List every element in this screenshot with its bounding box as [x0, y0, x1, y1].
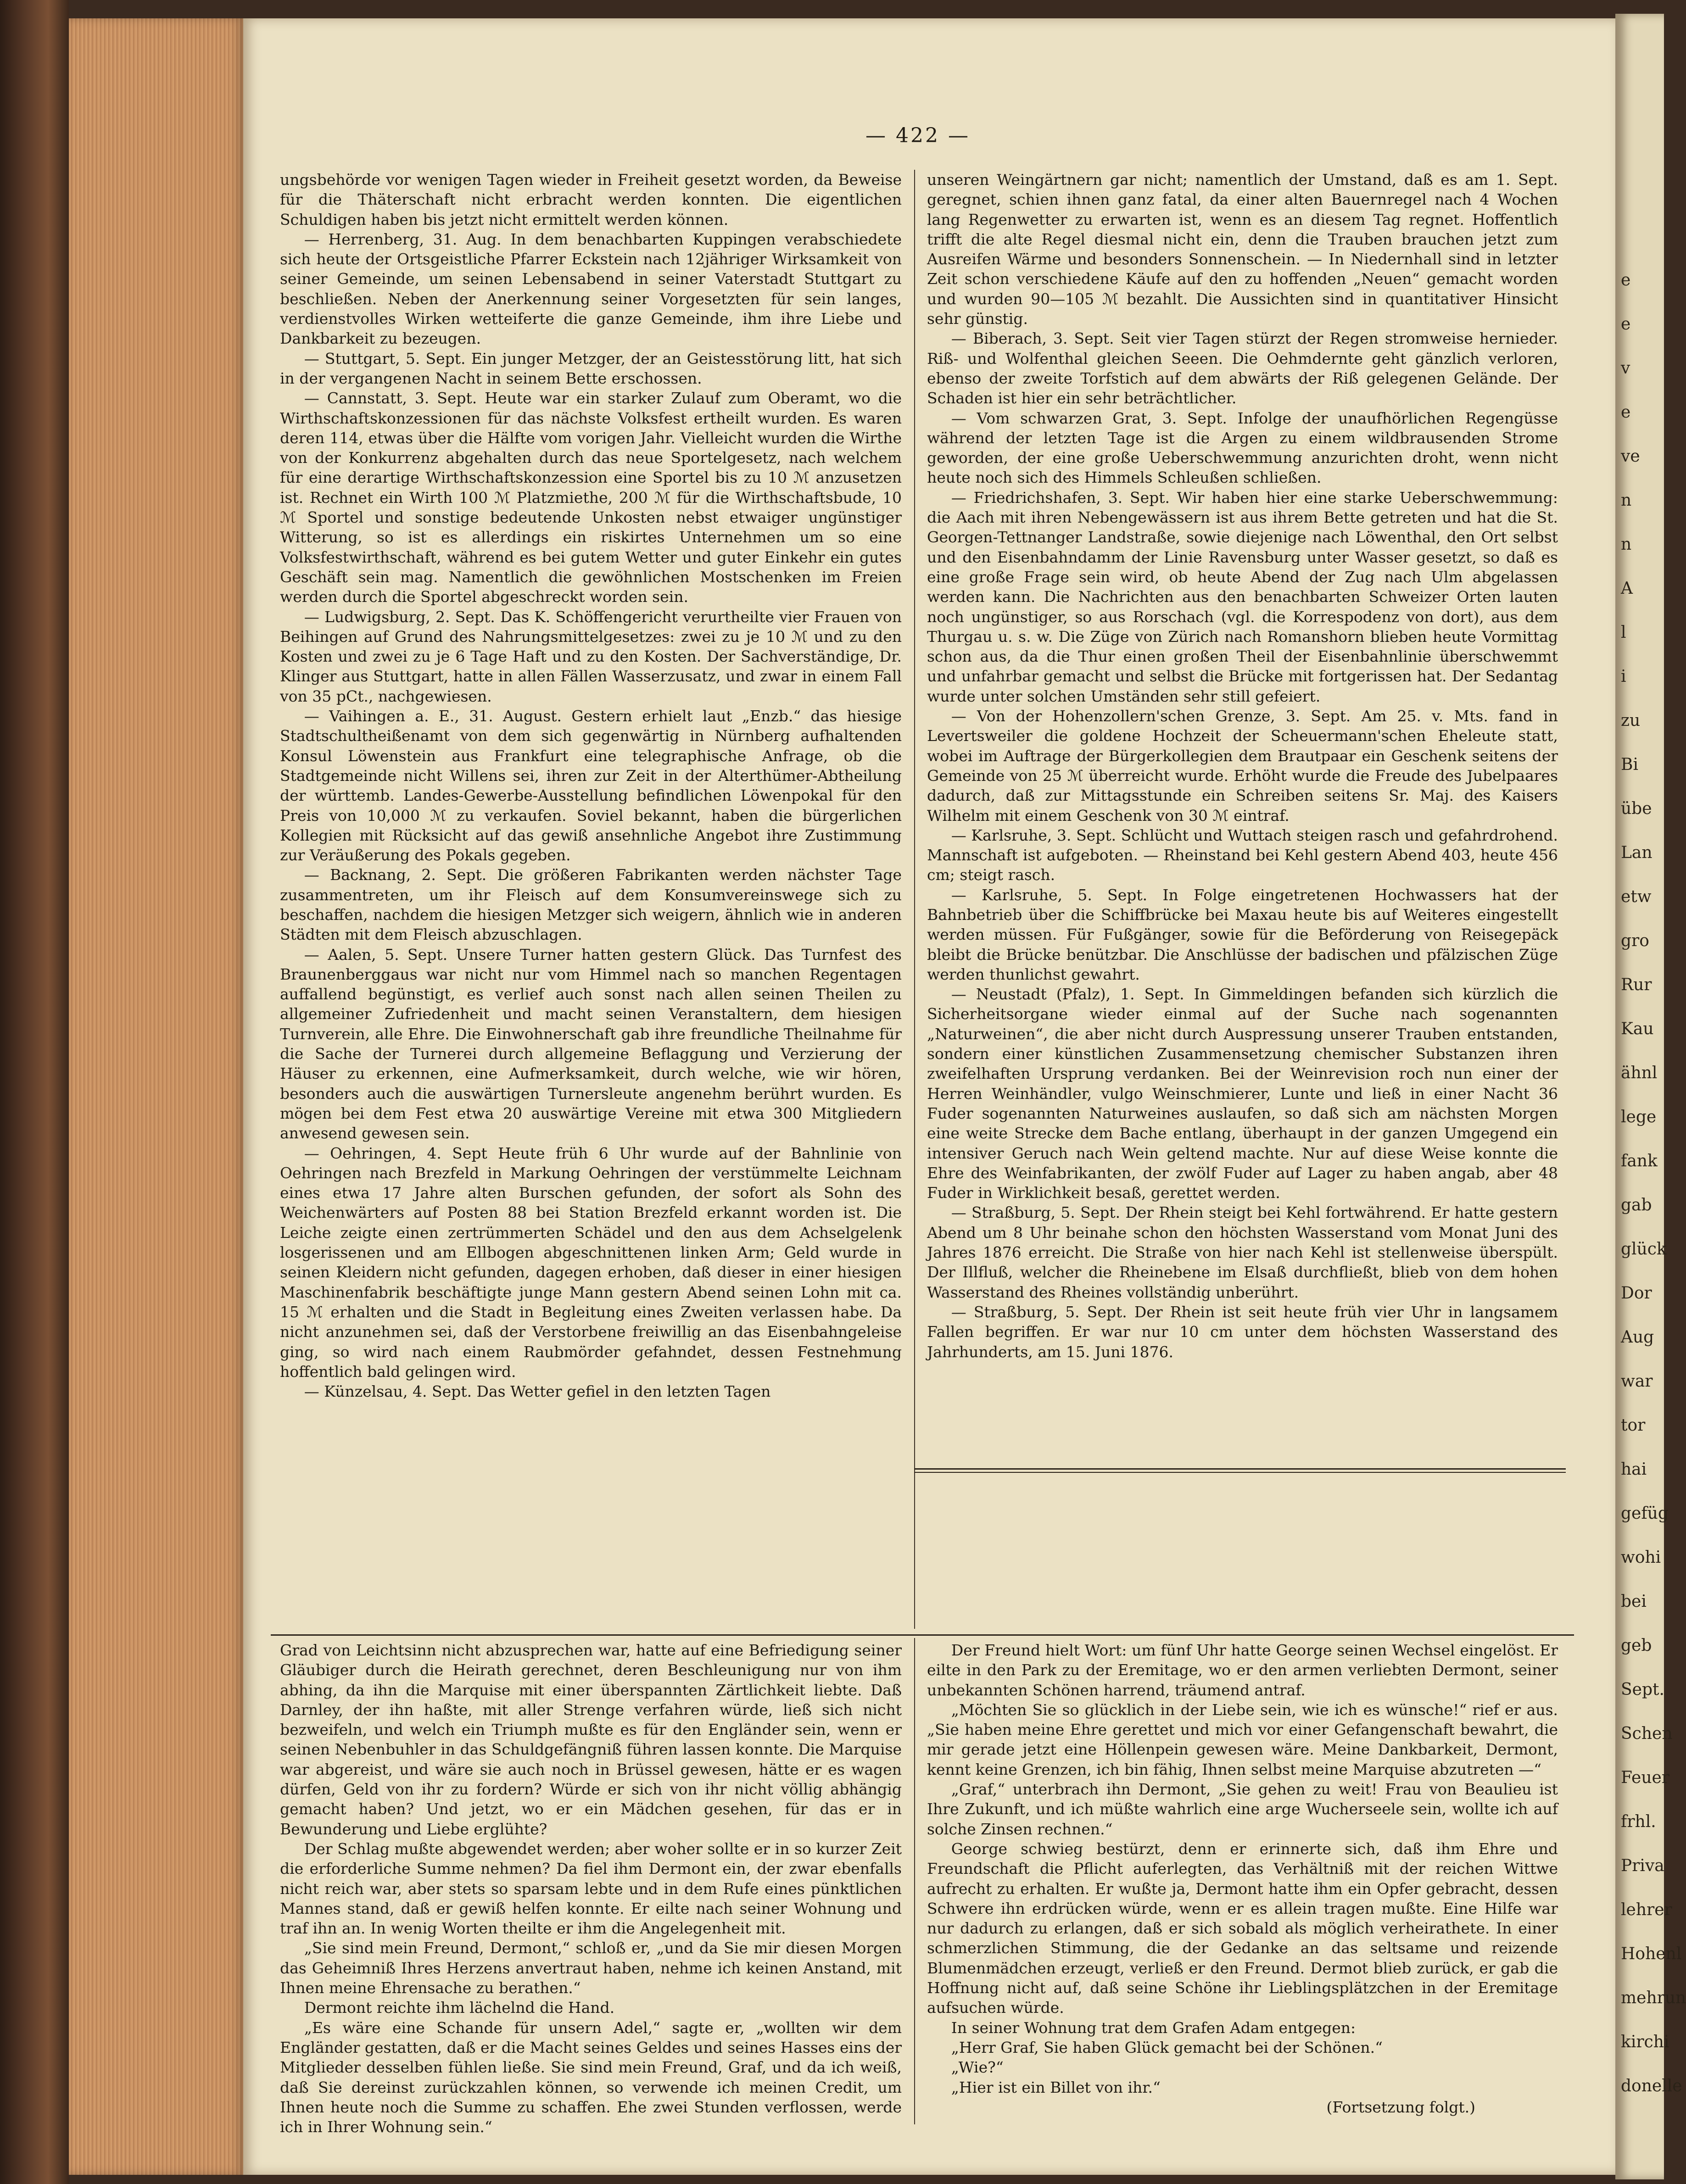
next-page-fragment: etw [1621, 887, 1652, 906]
next-page-fragment: Aug [1621, 1328, 1654, 1347]
next-page-fragment: i [1621, 667, 1626, 686]
feuilleton-paragraph: Der Schlag mußte abgewendet werden; aber woher sollte er in so kurzer Zeit die erforderliche Summe nehmen? Da fiel ihm Dermont ein, der zwar ebenfalls nicht reich war, aber stets so sparsam lebte und in dem Rufe eines pünktlichen Mannes stand, daß er gewiß helfen konnte. Er eilte nach seiner Wohnung und traf ihn an. In wenig Worten theilte er ihm die Angelegenheit mit. [280, 1839, 902, 1938]
next-page-fragment: ve [1621, 447, 1640, 466]
next-page-fragment: kirchi [1621, 2033, 1669, 2051]
news-paragraph: — Straßburg, 5. Sept. Der Rhein steigt bei Kehl fortwährend. Er hatte gestern Abend um 8 Uhr beinahe schon den höchsten Wasserstand vom Monat Juni des Jahres 1876 erreicht. Die Straße von hier nach Kehl ist stellenweise überspült. Der Illfluß, welcher die Rheinebene im Elsaß durchfließt, blieb von dem hohen Wasserstand des Rheines vollständig unberührt. [927, 1203, 1558, 1301]
feuilleton-rule [271, 1634, 1574, 1636]
feuilleton-paragraph: George schwieg bestürzt, denn er erinnerte sich, daß ihm Ehre und Freundschaft die Pflicht auferlegten, das Verhältniß mit der reichen Wittwe aufrecht zu erhalten. Er wußte ja, Dermont hatte ihm ein Opfer gebracht, dessen Schwere ihn erdrücken würde, wenn er es allein tragen mußte. Eine Hilfe war nur dadurch zu erlangen, daß er sich sobald als möglich verheirathete. In einer schmerzlichen Stimmung, die der Gedanke an das seltsame und reizende Blumenmädchen erzeugt, verließ er den Freund. Dermot blieb zurück, er gab die Hoffnung nicht auf, daß seine Schöne ihr Lieblingsplätzchen in der Eremitage aufsuchen würde. [927, 1839, 1558, 2017]
feuilleton-paragraph: „Herr Graf, Sie haben Glück gemacht bei der Schönen.“ [951, 2038, 1383, 2056]
feuilleton-paragraph: „Wie?“ [951, 2058, 1004, 2077]
next-page-fragment: v [1621, 359, 1630, 378]
next-page-fragment: Dor [1621, 1284, 1652, 1303]
news-paragraph: — Straßburg, 5. Sept. Der Rhein ist seit heute früh vier Uhr in langsamem Fallen begriffen. Er war nur 10 cm unter dem höchsten Wasserstand des Jahrhunderts, am 15. Juni 1876. [927, 1303, 1558, 1361]
next-page-fragment: gro [1621, 931, 1649, 950]
next-page-fragment: Hohenl [1621, 1944, 1682, 1963]
page-number: — 422 — [865, 124, 970, 147]
column-divider [914, 1638, 915, 2124]
next-page-fragment: Feuer [1621, 1768, 1670, 1787]
feuilleton-column-right [927, 1640, 1558, 2127]
news-paragraph: — Neustadt (Pfalz), 1. Sept. In Gimmeldingen befanden sich kürzlich die Sicherheitsorgane wieder einmal auf der Suche nach sogenannten „Naturweinen“, die aber nicht durch Auspressung unserer Trauben entstanden, sondern einer künstlichen Zusammensetzung chemischer Substanzen ihren zweifelhaften Ursprung verdanken. Bei der Weinrevision roch nun einer der Herren Weinhändler, vulgo Weinschmierer, Lunte und ließ in einer Nacht 36 Fuder sogenannten Naturweines auslaufen, so daß sich am nächsten Morgen eine weite Strecke dem Bache entlang, überhaupt in der ganzen Umgegend ein intensiver Geruch nach Wein geltend machte. Nur auf diese Weise konnte die Ehre des Weinfabrikanten, der zwölf Fuder auf Lager zu haben angab, aber 48 Fuder in Wirklichkeit besaß, gerettet werden. [927, 985, 1558, 1202]
news-paragraph: — Karlsruhe, 5. Sept. In Folge eingetretenen Hochwassers hat der Bahnbetrieb über die Schiffbrücke bei Maxau heute bis auf Weiteres eingestellt werden müssen. Für Fußgänger, sowie für die Beförderung von Reisegepäck bleibt die Brücke benützbar. Die Anschlüsse der badischen und pfälzischen Züge werden thunlichst gewahrt. [927, 886, 1558, 983]
feuilleton-paragraph: „Hier ist ein Billet von ihr.“ [951, 2078, 1161, 2096]
next-page-fragment: frhl. [1621, 1812, 1656, 1831]
feuilleton-column-left [280, 1640, 902, 2136]
news-paragraph: — Herrenberg, 31. Aug. In dem benachbarten Kuppingen verabschiedete sich heute der Ortsgeistliche Pfarrer Eckstein nach 12jähriger Wirksamkeit von seiner Gemeinde, um seinen Lebensabend in seiner Vaterstadt Stuttgart zu beschließen. Neben der Anerkennung seiner Vorgesetzten für sein langes, verdienstvolles Wirken wetteiferte die ganze Gemeinde, ihm ihre Liebe und Dankbarkeit zu bezeugen. [280, 230, 902, 348]
next-page-fragment: Schen [1621, 1724, 1673, 1743]
next-page-fragment: e [1621, 403, 1631, 422]
next-page-fragment: übe [1621, 799, 1652, 818]
feuilleton-paragraph: In seiner Wohnung trat dem Grafen Adam entgegen: [951, 2018, 1356, 2037]
next-page-fragment: e [1621, 271, 1631, 290]
next-page-fragment: tor [1621, 1416, 1646, 1435]
news-paragraph: — Cannstatt, 3. Sept. Heute war ein starker Zulauf zum Oberamt, wo die Wirthschaftskonzessionen für das nächste Volksfest ertheilt wurden. Es waren deren 114, etwas über die Hälfte vom vorigen Jahr. Vielleicht wurden die Wirthe von der Konkurrenz abgehalten durch das neue Sportelgesetz, nach welchem für eine derartige Wirthschaftskonzession eine Sportel bis zu 10 ℳ anzusetzen ist. Rechnet ein Wirth 100 ℳ Platzmiethe, 200 ℳ für die Wirthschaftsbude, 10 ℳ Sportel und sonstige bedeutende Unkosten nebst etwaiger ungünstiger Witterung, so ist es allerdings ein riskirtes Unternehmen um so eine Volksfestwirthschaft, während es bei gutem Wetter und guter Einkehr ein gutes Geschäft sein mag. Namentlich die gewöhnlichen Mostschenken im Freien werden durch die Sportel abgeschreckt worden sein. [280, 389, 902, 606]
next-page-fragment: bei [1621, 1592, 1647, 1611]
next-page-fragment: donelle [1621, 2077, 1682, 2095]
next-page-fragment: fank [1621, 1152, 1658, 1170]
news-paragraph: — Friedrichshafen, 3. Sept. Wir haben hier eine starke Ueberschwemmung: die Aach mit ihren Nebengewässern ist aus ihrem Bette getreten und hat die St. Georgen-Tettnanger Landstraße, sowie diejenige nach Löwenthal, den Ort selbst und den Eisenbahndamm der Linie Ravensburg unter Wasser gesetzt, so daß es eine große Frage sein wird, ob heute Abend der Zug nach Ulm abgelassen werden kann. Die Nachrichten aus den benachbarten Schweizer Orten lauten noch ungünstiger, so aus Rorschach (vgl. die Korrespodenz von dort), aus dem Thurgau u. s. w. Die Züge von Zürich nach Romanshorn blieben heute Vormittag schon aus, da die Thur einen großen Theil der Eisenbahnlinie überschwemmt und unfahrbar gemacht und selbst die Brücke mit fortgerissen hat. Der Sedantag wurde unter solchen Umständen sehr still gefeiert. [927, 488, 1558, 705]
news-column-right [927, 170, 1558, 1468]
news-paragraph: — Von der Hohenzollern'schen Grenze, 3. Sept. Am 25. v. Mts. fand in Levertsweiler die goldene Hochzeit der Scheuermann'schen Eheleute statt, wobei im Auftrage der Bürgerkollegien dem Brautpaar ein Geschenk seitens der Gemeinde von 25 ℳ überreicht wurde. Erhöht wurde die Freude des Jubelpaares dadurch, daß zur Mittagsstunde ein Schreiben seitens Sr. Maj. des Kaisers Wilhelm mit einem Geschenk von 30 ℳ eintraf. [927, 707, 1558, 825]
next-page-fragment: wohi [1621, 1548, 1661, 1567]
feuilleton-paragraph: „Möchten Sie so glücklich in der Liebe sein, wie ich es wünsche!“ rief er aus. „Sie haben meine Ehre gerettet und mich vor einer Gefangenschaft bewahrt, die mir gerade jetzt eine Höllenpein gewesen wäre. Meine Dankbarkeit, Dermont, kennt keine Grenzen, ich bin fähig, Ihnen selbst meine Marquise abzutreten —“ [927, 1700, 1558, 1778]
news-paragraph: — Künzelsau, 4. Sept. Das Wetter gefiel in den letzten Tagen [304, 1382, 771, 1401]
news-paragraph: — Vaihingen a. E., 31. August. Gestern erhielt laut „Enzb.“ das hiesige Stadtschultheißenamt von dem sich gegenwärtig in Nürnberg aufhaltenden Konsul Löwenstein aus Frankfurt eine telegraphische Anfrage, ob die Stadtgemeinde nicht Willens sei, ihren zur Zeit in der Alterthümer-Abtheilung der württemb. Landes-Gewerbe-Ausstellung befindlichen Löwenpokal für den Preis von 10,000 ℳ zu verkaufen. Soviel bekannt, haben die bürgerlichen Kollegien mit Rücksicht auf das gewiß ansehnliche Angebot ihre Zustimmung zur Veräußerung des Pokals gegeben. [280, 707, 902, 864]
news-paragraph: — Vom schwarzen Grat, 3. Sept. Infolge der unaufhörlichen Regengüsse während der letzten Tage ist die Argen zu einem wildbrausenden Strome geworden, der eine große Ueberschwemmung anzurichten droht, wenn nicht heute noch sich des Himmels Schleußen schließen. [927, 409, 1558, 487]
next-page-fragment: Kau [1621, 1020, 1654, 1038]
next-page-fragment: Sept. [1621, 1680, 1664, 1699]
feuilleton-paragraph: Grad von Leichtsinn nicht abzusprechen war, hatte auf eine Befriedigung seiner Gläubiger durch die Heirath gerechnet, deren Beschleunigung nur von ihm abhing, da ihn die Marquise mit einer überspannten Zärtlichkeit liebte. Daß Darnley, der ihn haßte, mit aller Strenge verfahren würde, ließ sich nicht bezweifeln, und welch ein Triumph mußte es für den Engländer sein, wenn er seinen Nebenbuhler in das Schuldgefängniß führen lassen konnte. Die Marquise war abgereist, und wäre sie auch noch in Brüssel gewesen, hätte er es wagen dürfen, Geld von ihr zu fordern? Würde er sich von ihr nicht völlig abhängig gemacht haben? Und jetzt, wo er ein Mädchen gesehen, für das er in Bewunderung und Liebe erglühte? [280, 1641, 902, 1838]
continuation-note: (Fortsetzung folgt.) [1326, 2098, 1475, 2116]
news-paragraph: — Oehringen, 4. Sept Heute früh 6 Uhr wurde auf der Bahnlinie von Oehringen nach Brezfeld in Markung Oehringen der verstümmelte Leichnam eines etwa 17 Jahre alten Burschen gefunden, der sofort als Sohn des Weichenwärters auf Posten 88 bei Station Brezfeld erkannt worden ist. Die Leiche zeigte einen zertrümmerten Schädel und den aus dem Achselgelenk losgerissenen und am Ellbogen abgeschnittenen linken Arm; Geld wurde in seinen Kleidern nicht gefunden, dagegen erhoben, daß dieser in einer hiesigen Maschinenfabrik beschäftigte junge Mann gestern Abend seinen Lohn mit ca. 15 ℳ erhalten und die Stadt in Begleitung eines Zweiten verlassen habe. Da nicht anzunehmen sei, daß der Verstorbene freiwillig an das Eisenbahngeleise ging, so wird nach einem Raubmörder gefahndet, dessen Festnehmung hoffentlich bald gelingen wird. [280, 1144, 902, 1381]
newspaper-page [243, 18, 1615, 2175]
column-divider [914, 170, 915, 1629]
news-paragraph: — Backnang, 2. Sept. Die größeren Fabrikanten werden nächster Tage zusammentreten, um ihr Fleisch auf dem Konsumvereinswege sich zu beschaffen, nachdem die hiesigen Metzger sich weigern, ähnlich wie in anderen Städten mit dem Fleisch abzuschlagen. [280, 866, 902, 944]
next-page-fragment: Bi [1621, 755, 1638, 774]
next-page-fragment: ähnl [1621, 1064, 1658, 1082]
news-paragraph: — Biberach, 3. Sept. Seit vier Tagen stürzt der Regen stromweise hernieder. Riß- und Wolfenthal gleichen Seeen. Die Oehmdernte geht gänzlich verloren, ebenso der zweite Torfstich auf dem abwärts der Riß gelegenen Gelände. Der Schaden ist hier ein sehr beträchtlicher. [927, 329, 1558, 407]
feuilleton-paragraph: „Graf,“ unterbrach ihn Dermont, „Sie gehen zu weit! Frau von Beaulieu ist Ihre Zukunft, und ich müßte wahrlich eine arge Wucherseele sein, wollte ich auf solche Zinsen rechnen.“ [927, 1780, 1558, 1838]
news-paragraph: — Ludwigsburg, 2. Sept. Das K. Schöffengericht verurtheilte vier Frauen von Beihingen auf Grund des Nahrungsmittelgesetzes: zwei zu je 10 ℳ und zu den Kosten und zwei zu je 6 Tage Haft und zu den Kosten. Der Sachverständige, Dr. Klinger aus Stuttgart, hatte in allen Fällen Wasserzusatz, und zwar in einem Fall von 35 pCt., nachgewiesen. [280, 607, 902, 705]
next-page-fragment: Rur [1621, 975, 1652, 994]
next-page-fragment: lehrer [1621, 1900, 1672, 1919]
next-page-fragment: Lan [1621, 843, 1653, 862]
news-paragraph: unseren Weingärtnern gar nicht; namentlich der Umstand, daß es am 1. Sept. geregnet, schien ihnen ganz fatal, da einer alten Bauernregel nach 4 Wochen lang Regenwetter zu erwarten ist, wenn es an diesem Tag regnet. Hoffentlich trifft die alte Regel diesmal nicht ein, denn die Trauben brauchen jetzt zum Ausreifen Wärme und besonders Sonnenschein. — In Niedernhall sind in letzter Zeit schon verschiedene Käufe auf den zu hoffenden „Neuen“ gemacht worden und wurden 90—105 ℳ bezahlt. Die Aussichten sind in quantitativer Hinsicht sehr günstig. [927, 171, 1558, 328]
next-page-fragment: A [1621, 579, 1633, 598]
page-edges [69, 18, 243, 2175]
next-page-fragment: Priva [1621, 1856, 1664, 1875]
next-page-fragment: l [1621, 623, 1626, 642]
news-column-left [280, 170, 902, 1629]
news-paragraph: — Stuttgart, 5. Sept. Ein junger Metzger, der an Geistesstörung litt, hat sich in der vergangenen Nacht in seinem Bette erschossen. [280, 349, 902, 387]
next-page-fragment: n [1621, 535, 1632, 554]
next-page-fragment: hai [1621, 1460, 1647, 1479]
next-page-fragment: war [1621, 1372, 1653, 1391]
next-page-fragment: gab [1621, 1196, 1652, 1215]
next-page-edge [1615, 14, 1686, 2179]
next-page-fragment: gefüg [1621, 1504, 1669, 1523]
feuilleton-paragraph: „Sie sind mein Freund, Dermont,“ schloß er, „und da Sie mir diesen Morgen das Geheimniß Ihres Herzens anvertraut haben, nehme ich keinen Anstand, mit Ihnen meine Ehrensache zu berathen.“ [280, 1939, 902, 1997]
next-page-fragment: geb [1621, 1636, 1652, 1655]
feuilleton-paragraph: Dermont reichte ihm lächelnd die Hand. [304, 1999, 615, 2017]
section-rule [914, 1468, 1566, 1470]
next-page-fragment: lege [1621, 1108, 1657, 1126]
news-paragraph: — Aalen, 5. Sept. Unsere Turner hatten gestern Glück. Das Turnfest des Braunenberggaus war nicht nur vom Himmel nach so manchen Regentagen auffallend begünstigt, es verlief auch sonst nach allen seinen Theilen zu allgemeiner Zufriedenheit und macht seinen Veranstaltern, dem hiesigen Turnverein, alle Ehre. Die Einwohnerschaft gab ihre freundliche Theilnahme für die Sache der Turnerei durch allgemeine Beflaggung und Verzierung der Häuser zu erkennen, eine Aufmerksamkeit, durch welche, wie wir hören, besonders auch die auswärtigen Turnersleute angenehm berührt wurden. Es mögen bei dem Fest etwa 20 auswärtige Vereine mit etwa 300 Mitgliedern anwesend gewesen sein. [280, 945, 902, 1142]
section-rule [914, 1472, 1566, 1473]
feuilleton-paragraph: „Es wäre eine Schande für unsern Adel,“ sagte er, „wollten wir dem Engländer gestatten, daß er die Macht seines Geldes und seines Hasses eins der Mitglieder desselben fühlen ließe. Sie sind mein Freund, Graf, und da ich weiß, daß Sie dereinst zurückzahlen können, so verwende ich meinen Credit, um Ihnen heute noch die Summe zu schaffen. Ehe zwei Stunden verflossen, werde ich in Ihrer Wohnung sein.“ [280, 2018, 902, 2136]
news-paragraph: — Karlsruhe, 3. Sept. Schlücht und Wuttach steigen rasch und gefahrdrohend. Mannschaft ist aufgeboten. — Rheinstand bei Kehl gestern Abend 403, heute 456 cm; steigt rasch. [927, 826, 1558, 884]
book-binding [0, 0, 69, 2184]
next-page-fragment: e [1621, 315, 1631, 334]
feuilleton-paragraph: Der Freund hielt Wort: um fünf Uhr hatte George seinen Wechsel eingelöst. Er eilte in den Park zu der Eremitage, wo er den armen verliebten Dermont, seiner unbekannten Schönen harrend, träumend antraf. [927, 1641, 1558, 1699]
next-page-fragment: zu [1621, 711, 1641, 730]
next-page-fragment: n [1621, 491, 1632, 510]
next-page-fragment: glück [1621, 1240, 1667, 1259]
news-paragraph: ungsbehörde vor wenigen Tagen wieder in Freiheit gesetzt worden, da Beweise für die Thäterschaft nicht erbracht werden konnten. Die eigentlichen Schuldigen haben bis jetzt nicht ermittelt werden können. [280, 171, 902, 228]
next-page-fragment: mehrun [1621, 1989, 1686, 2007]
